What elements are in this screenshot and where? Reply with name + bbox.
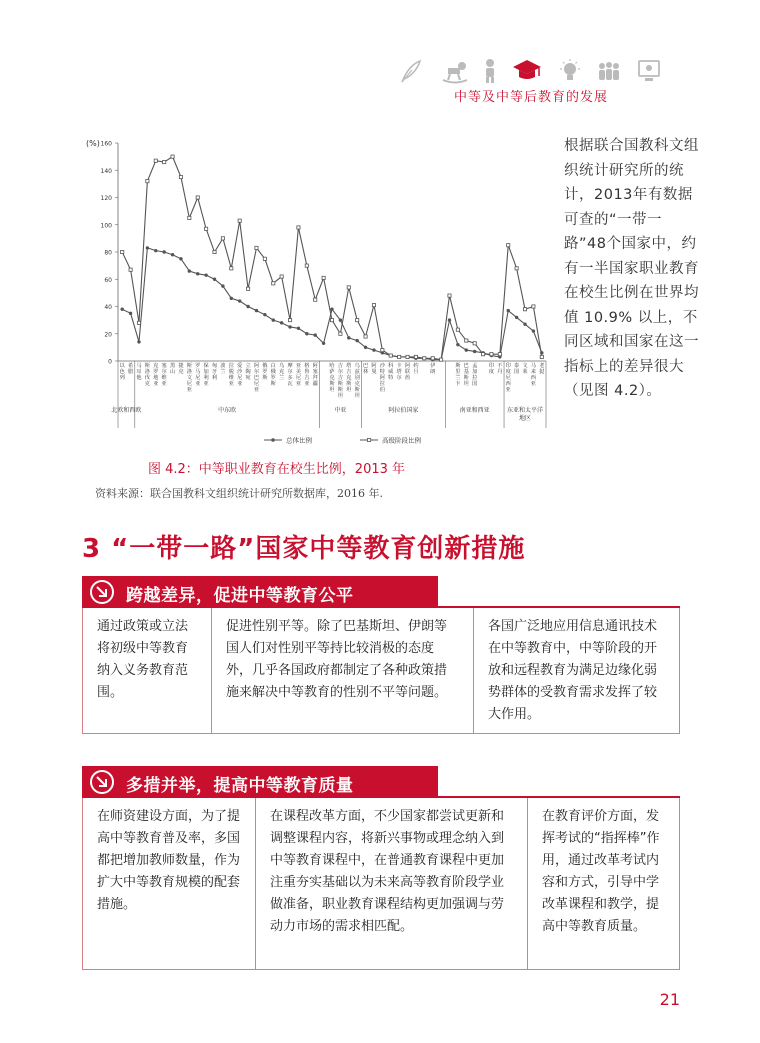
category-label: 老挝: [539, 363, 545, 375]
data-point: [347, 286, 350, 289]
data-point: [205, 227, 208, 230]
equity-box-group: [82, 608, 680, 734]
computer-icon: [636, 58, 662, 84]
data-point: [330, 308, 333, 311]
category-label: 爱沙尼亚: [237, 363, 243, 387]
data-point: [523, 308, 526, 311]
y-axis-label: (%): [86, 139, 100, 148]
category-label: 以色列: [119, 363, 125, 381]
category-label: 约旦: [413, 363, 419, 375]
region-label: 中东欧: [218, 407, 237, 414]
data-point: [448, 318, 451, 321]
data-point: [389, 354, 392, 357]
data-point: [163, 160, 166, 163]
data-point: [129, 312, 132, 315]
quality-box-group: [82, 798, 680, 970]
data-point: [473, 350, 476, 353]
data-point: [465, 339, 468, 342]
data-point: [171, 155, 174, 158]
banner-equity: [82, 576, 438, 608]
data-point: [439, 358, 442, 361]
category-label: 黑山: [169, 363, 176, 375]
arrow-down-right-icon: [90, 580, 114, 604]
region-label: 北欧和西欧: [111, 407, 142, 414]
y-tick-label: 40: [104, 304, 112, 311]
data-point: [372, 304, 375, 307]
data-point: [221, 237, 224, 240]
rocking-horse-icon: [440, 58, 470, 84]
data-point: [146, 246, 149, 249]
data-point: [179, 175, 182, 178]
side-paragraph: 根据联合国教科文组织统计研究所的统计，2013年有数据可查的“一带一路”48个国家中，约有一半国家职业教育在校生比例在世界均值 10.9% 以上，不同区域和国家在这一指标上的差异很大（见图 4.2）。: [564, 138, 699, 399]
quality-box-1: 在师资建设方面，为了提高中等教育普及率，多国都把增加教师数量，作为扩大中等教育规模的配套措施。: [97, 809, 241, 912]
data-point: [481, 353, 484, 356]
people-icon: [596, 58, 622, 84]
region-label: 中亚: [334, 407, 347, 414]
equity-box-1: 通过政策或立法将初级中等教育纳入义务教育范围。: [97, 619, 189, 700]
category-label: 巴基斯坦: [463, 363, 469, 387]
enrolment-line-chart: [78, 130, 550, 448]
category-label: 科威特: [388, 363, 394, 381]
category-label: 亚美尼亚: [295, 363, 302, 387]
data-point: [230, 297, 233, 300]
category-label: 乌兹别克斯坦: [354, 363, 360, 399]
data-point: [272, 282, 275, 285]
data-point: [305, 332, 308, 335]
category-label: 保加利亚: [203, 363, 209, 387]
category-label: 文莱: [522, 363, 528, 375]
data-point: [213, 250, 216, 253]
legend-marker: [368, 438, 371, 441]
data-point: [129, 268, 132, 271]
y-tick-label: 120: [100, 195, 112, 202]
data-point: [355, 339, 358, 342]
data-point: [297, 327, 300, 330]
data-point: [137, 340, 140, 343]
category-label: 塞尔维亚: [161, 363, 167, 387]
data-point: [171, 253, 174, 256]
data-point: [381, 349, 384, 352]
data-point: [423, 357, 426, 360]
category-label: 克罗地亚: [153, 363, 159, 387]
section-heading: 3 “一带一路”国家中等教育创新措施: [82, 534, 526, 564]
category-label: 阿联酋: [404, 363, 411, 381]
banner-title: 多措并举，提高中等教育质量: [126, 776, 354, 796]
equity-box-3: 各国广泛地应用信息通讯技术在中等教育中，中等阶段的开放和远程教育为满足边缘化弱势群体的受教育需求发挥了较大作用。: [473, 608, 679, 733]
data-point: [238, 299, 241, 302]
quality-box-2: 在课程改革方面，不少国家都尝试更新和调整课程内容，将新兴事物或理念纳入到中等教育课程中，在普通教育课程中更加注重夯实基础以为未来高等教育阶段学业做准备，职业教育课程结构更加强调与劳动力市场的需求相匹配。: [255, 798, 527, 969]
category-label: 印度: [488, 363, 495, 375]
data-point: [465, 348, 468, 351]
figure-caption: 图 4.2：中等职业教育在校生比例，2013 年: [148, 462, 406, 477]
category-label: 吉尔吉斯斯坦: [337, 363, 343, 399]
category-label: 波兰: [220, 363, 226, 375]
y-tick-label: 80: [104, 249, 112, 257]
data-point: [238, 219, 241, 222]
category-label: 马来西亚: [530, 363, 537, 387]
data-point: [347, 336, 350, 339]
data-point: [204, 273, 207, 276]
data-point: [221, 284, 224, 287]
y-tick-label: 160: [100, 140, 112, 148]
data-point: [263, 257, 266, 260]
category-label: 巴林: [362, 363, 369, 375]
category-label: 匈牙利: [211, 363, 218, 381]
y-tick-label: 100: [100, 222, 112, 230]
data-point: [196, 272, 199, 275]
data-point: [498, 353, 501, 356]
data-point: [305, 264, 308, 267]
lightbulb-icon: [558, 58, 582, 84]
legend-label: 总体比例: [286, 436, 312, 445]
data-point: [246, 287, 249, 290]
data-point: [137, 321, 140, 324]
region-label: 东亚和太平洋地区: [507, 407, 544, 422]
data-point: [532, 329, 535, 332]
data-point: [322, 342, 325, 345]
data-point: [272, 318, 275, 321]
category-label: 罗马尼亚: [195, 363, 201, 387]
data-point: [330, 319, 333, 322]
data-point: [322, 276, 325, 279]
data-point: [339, 332, 342, 335]
category-label: 格鲁吉亚: [304, 363, 310, 387]
data-point: [179, 257, 182, 260]
category-label: 希腊: [127, 363, 134, 375]
category-label: 白俄罗斯: [270, 363, 276, 387]
data-point: [154, 249, 157, 252]
data-point: [162, 250, 165, 253]
category-label: 乌克兰: [279, 363, 285, 381]
data-point: [523, 323, 526, 326]
category-label: 阿塞拜疆: [312, 363, 318, 387]
data-point: [188, 216, 191, 219]
category-label: 孟加拉国: [472, 363, 478, 387]
category-label: 哈萨克斯坦: [329, 363, 335, 393]
category-label: 卡塔尔: [396, 363, 402, 381]
data-point: [120, 308, 123, 311]
header-icon-strip: [398, 58, 678, 86]
data-point: [154, 159, 157, 162]
data-point: [121, 250, 124, 253]
data-point: [364, 346, 367, 349]
data-point: [188, 269, 191, 272]
category-label: 阿尔巴尼亚: [253, 363, 260, 393]
series-line-1: [122, 157, 542, 360]
graduation-cap-icon: [512, 58, 542, 82]
data-point: [196, 196, 199, 199]
category-label: 立陶宛: [245, 363, 251, 381]
data-point: [314, 298, 317, 301]
data-point: [213, 278, 216, 281]
category-label: 摩尔多瓦: [287, 363, 293, 387]
data-point: [356, 319, 359, 322]
data-point: [288, 319, 291, 322]
category-label: 斯里兰卡: [455, 363, 461, 387]
data-point: [448, 294, 451, 297]
data-point: [515, 316, 518, 319]
data-point: [146, 180, 149, 183]
y-tick-label: 140: [100, 167, 112, 175]
category-label: 印度尼西亚: [505, 363, 511, 393]
data-point: [246, 305, 249, 308]
y-tick-label: 0: [108, 358, 112, 366]
data-point: [507, 244, 510, 247]
y-tick-label: 60: [104, 276, 112, 284]
quality-box-3: 在教育评价方面，发挥考试的“指挥棒”作用，通过改革考试内容和方式，引导中学改革课程和教学，提高中等教育质量。: [527, 798, 679, 969]
category-label: 捷克: [178, 363, 184, 375]
data-point: [280, 275, 283, 278]
region-label: 南亚和西亚: [459, 407, 490, 414]
equity-box-2: 促进性别平等。除了巴基斯坦、伊朗等国人们对性别平等持比较消极的态度外，几乎各国政府都制定了各种政策措施来解决中等教育的性别不平等问题。: [211, 608, 473, 733]
region-label: 阿拉伯国家: [388, 407, 419, 414]
data-point: [515, 267, 518, 270]
data-point: [414, 355, 417, 358]
data-point: [230, 267, 233, 270]
legend-marker: [271, 438, 275, 442]
data-point: [456, 328, 459, 331]
data-point: [532, 305, 535, 308]
data-point: [364, 335, 367, 338]
category-label: 不丹: [497, 363, 503, 375]
banner-quality: [82, 766, 438, 798]
data-point: [490, 353, 493, 356]
category-label: 马耳他: [136, 363, 142, 381]
data-point: [431, 357, 434, 360]
data-point: [263, 313, 266, 316]
category-label: 俄罗斯: [262, 363, 268, 381]
data-point: [406, 355, 409, 358]
data-point: [473, 342, 476, 345]
child-icon: [482, 58, 498, 84]
data-point: [255, 309, 258, 312]
category-label: 阿曼: [371, 363, 377, 375]
category-label: 斯洛伐克: [144, 363, 150, 387]
category-label: 沙特阿拉伯: [379, 363, 385, 393]
data-point: [288, 325, 291, 328]
data-point: [280, 321, 283, 324]
series-line-0: [122, 248, 542, 360]
page-number: 21: [659, 990, 680, 1009]
category-label: 拉脱维亚: [228, 363, 234, 387]
figure-source: 资料来源：联合国教科文组织统计研究所数据库，2016 年.: [95, 487, 383, 500]
legend-label: 高级阶段比例: [382, 436, 421, 445]
data-point: [372, 348, 375, 351]
data-point: [456, 343, 459, 346]
data-point: [314, 333, 317, 336]
feather-icon: [398, 58, 424, 84]
category-label: 斯洛文尼亚: [186, 363, 192, 393]
category-label: 塔吉克斯坦: [346, 363, 352, 393]
data-point: [339, 318, 342, 321]
data-point: [507, 309, 510, 312]
y-tick-label: 20: [104, 331, 112, 339]
data-point: [255, 246, 258, 249]
banner-title: 跨越差异，促进中等教育公平: [126, 586, 354, 606]
arrow-down-right-icon: [90, 770, 114, 794]
data-point: [398, 355, 401, 358]
category-label: 泰国: [514, 363, 520, 375]
section-title: 中等及中等后教育的发展: [454, 90, 609, 105]
data-point: [540, 355, 543, 358]
data-point: [297, 226, 300, 229]
category-label: 伊朗: [430, 363, 436, 375]
